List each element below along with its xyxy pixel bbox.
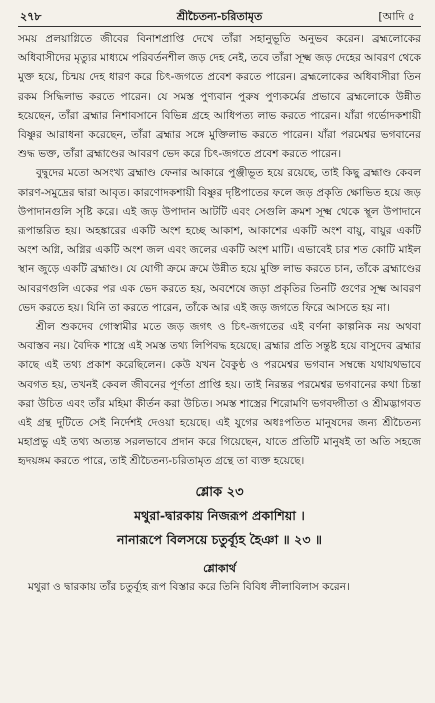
paragraph-3: শ্রীল শুকদেব গোস্বামীর মতে জড় জগৎ ও চিৎ-জগতের এই বর্ণনা কাল্পনিক নয় অথবা অবাস্তব নয়। বৈদিক শাস্ত্রে এই সমস্ত তথ্য লিপিবদ্ধ হয়েছে। ব্রহ্মার প্রতি সন্তুষ্ট হয়ে বাসুদেব ব্রহ্মার কাছে এই তথ্য প্রকাশ করেছিলেন। কেউ যখন বৈকুণ্ঠ ও পরমেশ্বর ভগবান সম্বন্ধে যথাযথভাবে অবগত হয়, তখনই কেবল জীবনের পূর্ণতা প্রাপ্তি হয়। তাই নিরন্তর পরমেশ্বর ভগবানের কথা চিন্তা করা উচিত এবং তাঁর মহিমা কীর্তন করা উচিত। সমস্ত শাস্ত্রের শিরোমণি ভগবদ্গীতা ও শ্রীমদ্ভাগবত এই গ্রন্থ দুটিতে সেই নির্দেশই দেওয়া হয়েছে। এই যুগের অধঃপতিত মানুষদের জন্য শ্রীচৈতন্য মহাপ্রভু এই তথ্য অত্যন্ত সরলভাবে প্রদান করে গিয়েছেন, যাতে প্রতিটি মানুষই তা অতি সহজে হৃদয়ঙ্গম করতে পারে, তাই শ্রীচৈতন্য-চরিতামৃত গ্রন্থে তা ব্যক্ত হয়েছে। [18,321,421,468]
verse-heading: শ্লোক ২৩ [195,484,244,500]
translation-text: মথুরা ও দ্বারকায় তাঁর চতুর্ব্যূহ রূপ বিস্তার করে তিনি বিবিধ লীলাবিলাস করেন। [28,580,350,593]
paragraph-2: বুদ্বুদের মতো অসংখ্য ব্রহ্মাণ্ড ফেনার আকারে পুঞ্জীভূত হয়ে রয়েছে, তাই কিছু ব্রহ্মাণ্ড কেবল কারণ-সমুদ্রের দ্বারা আবৃত। কারণোদকশায়ী বিষ্ণুর দৃষ্টিপাতের ফলে জড় প্রকৃতি ক্ষোভিত হয়ে জড় উপাদানগুলি সৃষ্টি করে। এই জড় উপাদান আটটি এবং সেগুলি ক্রমশ সূক্ষ্ম থেকে স্থূল উপাদানে রূপান্তরিত হয়। অহঙ্কারের একটি অংশ হচ্ছে আকাশ, আকাশের একটি অংশ বায়ু, বায়ুর একটি অংশ অগ্নি, অগ্নির একটি অংশ জল এবং জলের একটি অংশ মাটি। এভাবেই চার শত কোটি মাইল স্থান জুড়ে একটি ব্রহ্মাণ্ড। যে যোগী ক্রমে ক্রমে উন্নীত হয়ে মুক্তি লাভ করতে চান, তাঁকে ব্রহ্মাণ্ডের আবরণগুলি একের পর এক ভেদ করতে হয়, অবশেষে জড়া প্রকৃতির তিনটি গুণের সূক্ষ্ম আবরণ ভেদ করতে হয়। যিনি তা করতে পারেন, তাঁকে আর এই জড় জগতে ফিরে আসতে হয় না। [18,167,421,314]
verse-line-1: মথুরা-দ্বারকায় নিজরূপ প্রকাশিয়া । [134,507,305,523]
paragraph-1: সময় প্রলয়াগ্নিতে জীবের বিনাশপ্রাপ্তি দেখে তাঁরা সহানুভূতি অনুভব করেন। ব্রহ্মলোকের অধিবাসীদের মৃত্যুর মাধ্যমে পরিবর্তনশীল জড় দেহ নেই, তবে তাঁরা সূক্ষ্ম জড় দেহের আবরণ থেকে মুক্ত হয়ে, চিন্ময় দেহ ধারণ করে চিৎ-জগতে প্রবেশ করতে পারেন। ব্রহ্মলোকের অধিবাসীরা তিন রকম সিদ্ধিলাভ করতে পারেন। যে সমস্ত পুণ্যবান পুরুষ পুণ্যকর্মের প্রভাবে ব্রহ্মলোকে উন্নীত হয়েছেন, তাঁরা ব্রহ্মার নিশাবসানে বিভিন্ন গ্রহে আধিপত্য লাভ করতে পারেন। যাঁরা গর্ভোদকশায়ী বিষ্ণুর আরাধনা করেছেন, তাঁরা ব্রহ্মার সঙ্গে মুক্তিলাভ করতে পারেন। যাঁরা পরমেশ্বর ভগবানের শুদ্ধ ভক্ত, তাঁরা ব্রহ্মাণ্ডের আবরণ ভেদ করে চিৎ-জগতে প্রবেশ করতে পারেন। [18,33,421,161]
page-number: ২৭৮ [20,10,42,23]
translation-heading: শ্লোকার্থ [203,561,236,575]
running-title: শ্রীচৈতন্য-চরিতামৃত [176,10,263,23]
section-label: [আদি ৫ [378,10,415,23]
page-header [18,6,421,26]
verse-line-2: নানারূপে বিলসয়ে চতুর্ব্যূহ হৈঞা ॥ ২৩ ॥ [116,531,323,547]
